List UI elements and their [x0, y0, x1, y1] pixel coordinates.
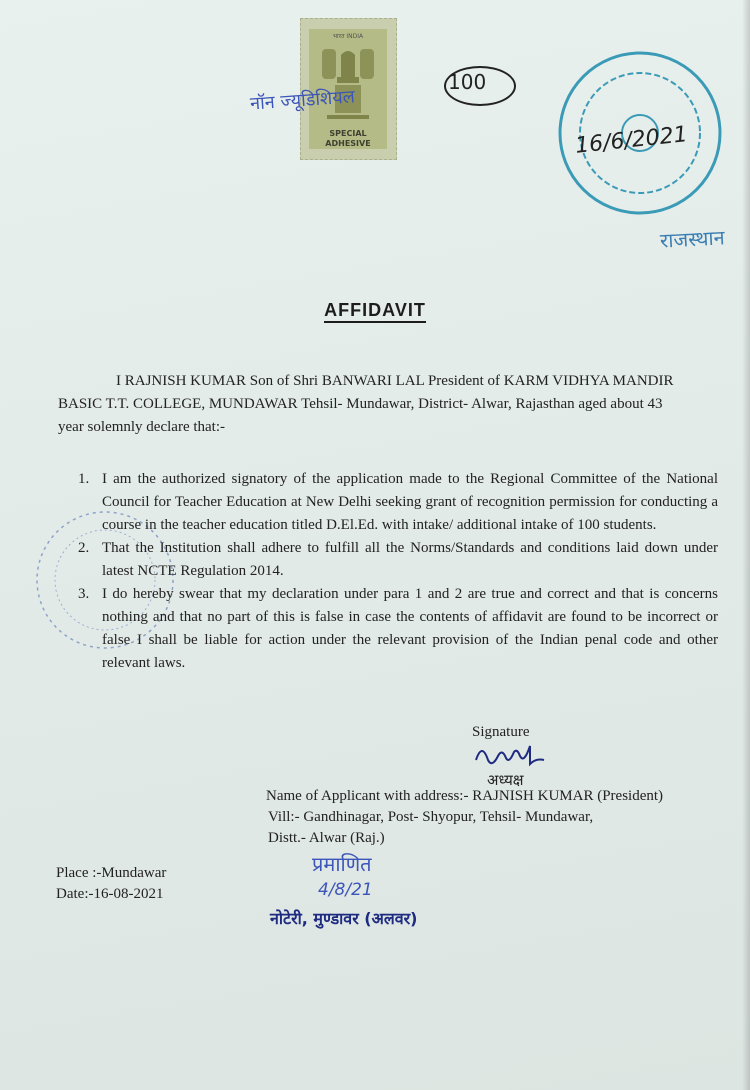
item-number: 1. — [78, 471, 90, 487]
applicant-line: Name of Applicant with address:- RAJNISH KUMAR (President) — [266, 788, 664, 804]
signature-label: Signature — [472, 724, 530, 740]
intro-line: I RAJNISH KUMAR Son of Shri BANWARI LAL President of KARM VIDHYA MANDIR — [116, 373, 674, 389]
intro-line: year solemnly declare that:- — [58, 419, 226, 435]
declaration-list — [78, 468, 718, 675]
date-text: Date:-16-08-2021 — [56, 886, 164, 902]
item-text: I am the authorized signatory of the application made to the Regional Committee of the National Council for Teacher Education at New Delhi seeking grant of recognition permission for conducting a course in the teacher education titled D.El.Ed. with intake/ additional intake of 100 students. — [102, 471, 718, 533]
declaration-item — [78, 468, 718, 537]
page-edge-shadow — [742, 0, 750, 1090]
signature-title: अध्यक्ष — [487, 771, 524, 789]
item-text: That the Institution shall adhere to fulfill all the Norms/Standards and conditions laid down under latest NCTE Regulation 2014. — [102, 540, 718, 579]
applicant-line: Vill:- Gandhinagar, Post- Shyopur, Tehsil- Mundawar, — [268, 809, 594, 825]
document-title — [0, 300, 750, 321]
item-text: I do hereby swear that my declaration under para 1 and 2 are true and correct and that is concerns nothing and that no part of this is false in case the contents of affidavit are found to be incorrect or false I shall be liable for action under the relevant provision of the Indian penal code and other relevant laws. — [102, 586, 718, 671]
stamp-country: भारत INDIA — [332, 33, 364, 40]
intro-line: BASIC T.T. COLLEGE, MUNDAWAR Tehsil- Mundawar, District- Alwar, Rajasthan aged about 43 — [58, 396, 663, 412]
stamp-label-special: SPECIAL — [329, 129, 367, 138]
handwritten-signature — [472, 738, 562, 772]
applicant-details — [266, 786, 736, 849]
stamp-label-adhesive: ADHESIVE — [325, 139, 371, 148]
intro-paragraph — [58, 370, 718, 439]
serial-number: 100 — [448, 70, 487, 94]
item-number: 3. — [78, 586, 90, 602]
handwritten-notary-note: नॉन ज्यूडिशियल — [249, 86, 356, 115]
state-stamp: राजस्थान — [659, 225, 726, 253]
place-text: Place :-Mundawar — [56, 865, 167, 881]
attested-stamp: प्रमाणित — [312, 852, 372, 876]
notary-stamp: नोटेरी, मुण्डावर (अलवर) — [270, 909, 418, 928]
applicant-line: Distt.- Alwar (Raj.) — [268, 830, 385, 846]
attested-date: 4/8/21 — [318, 880, 373, 900]
title-text: AFFIDAVIT — [324, 300, 426, 323]
place-date-block — [56, 863, 166, 905]
declaration-item — [78, 537, 718, 583]
declaration-item — [78, 583, 718, 675]
seal-date: 16/6/2021 — [574, 122, 689, 159]
item-number: 2. — [78, 540, 90, 556]
